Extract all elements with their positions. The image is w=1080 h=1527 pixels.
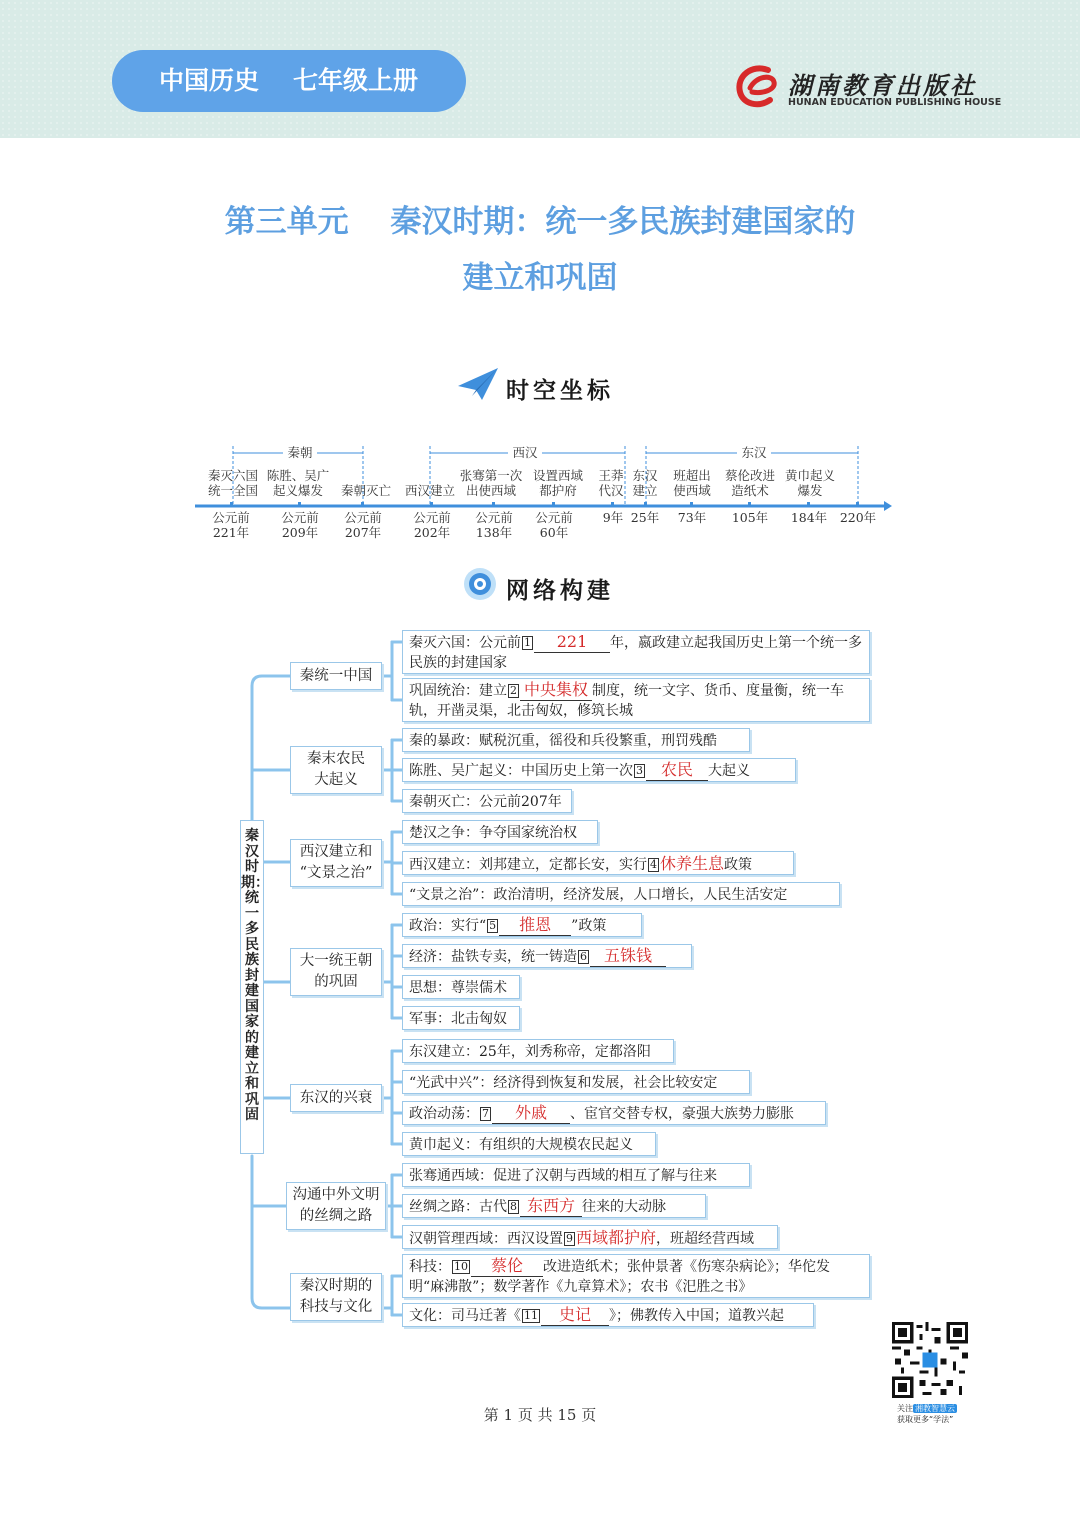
timeline-event: 东汉 建立 bbox=[632, 468, 658, 498]
period-western-han: 西汉 bbox=[512, 445, 538, 460]
category-label: 西汉建立和 “文景之治” bbox=[299, 844, 373, 881]
timeline-event: 设置西域 都护府 bbox=[532, 468, 583, 498]
timeline-date: 9年 bbox=[602, 510, 624, 525]
grade-label: 七年级上册 bbox=[293, 66, 419, 95]
subject-pill bbox=[112, 50, 466, 112]
paper-plane-icon bbox=[456, 366, 500, 402]
leaf-thought: 思想：尊崇儒术 bbox=[402, 975, 520, 999]
leaf-politics: 政治：实行“ 5 推恩 ”政策 bbox=[402, 913, 642, 937]
leaf-wen-jing-rule: “文景之治”：政治清明，经济发展，人口增长，人民生活安定 bbox=[402, 882, 840, 906]
leaf-guangwu-revival: “光武中兴”：经济得到恢复和发展，社会比较安定 bbox=[402, 1070, 750, 1094]
period-qin: 秦朝 bbox=[287, 445, 313, 460]
leaf-political-turmoil: 政治动荡： 7 外戚 、宦官交替专权，豪强大族势力膨胀 bbox=[402, 1101, 826, 1125]
publisher-name-cn: 湖南教育出版社 bbox=[788, 71, 977, 100]
timeline-date: 105年 bbox=[731, 510, 769, 525]
category-label: 秦末农民 大起义 bbox=[307, 751, 365, 788]
timeline-date: 73年 bbox=[677, 510, 707, 525]
timeline-event: 蔡伦改进 造纸术 bbox=[724, 468, 775, 498]
period-eastern-han: 东汉 bbox=[741, 445, 767, 460]
timeline-heading: 时空坐标 bbox=[506, 378, 614, 404]
leaf-economy: 经济：盐铁专卖，统一铸造 6 五铢钱 bbox=[402, 944, 692, 968]
qr-caption-more: 获取更多“学法” bbox=[897, 1415, 954, 1424]
category-label: 东汉的兴衰 bbox=[299, 1089, 373, 1106]
leaf-chen-wu-uprising: 陈胜、吴广起义：中国历史上第一次 3 农民 大起义 bbox=[402, 758, 796, 782]
timeline-event: 秦灭六国 统一全国 bbox=[207, 468, 258, 498]
leaf-qin-tyranny: 秦的暴政：赋税沉重，徭役和兵役繁重，刑罚残酷 bbox=[402, 728, 750, 752]
timeline-date: 公元前 138年 bbox=[475, 510, 513, 540]
mindmap-root: 秦汉时期：统一多民族封建国家的建立和巩固 bbox=[240, 820, 264, 1154]
subject-label: 中国历史 bbox=[159, 66, 260, 95]
category-eastern-han bbox=[290, 1084, 382, 1112]
category-science-culture bbox=[290, 1273, 382, 1321]
timeline-date: 公元前 207年 bbox=[344, 510, 382, 540]
timeline-date: 公元前 60年 bbox=[535, 510, 573, 540]
timeline-event: 西汉建立 bbox=[404, 483, 455, 498]
category-label: 大一统王朝 的巩固 bbox=[299, 953, 373, 990]
leaf-eastern-han-founding: 东汉建立：25年，刘秀称帝，定都洛阳 bbox=[402, 1039, 674, 1063]
category-label: 秦汉时期的 科技与文化 bbox=[299, 1278, 373, 1315]
timeline-date: 25年 bbox=[630, 510, 660, 525]
leaf-silk-road: 丝绸之路：古代 8 东西方 往来的大动脉 bbox=[402, 1194, 706, 1218]
timeline-event: 王莽 代汉 bbox=[598, 468, 624, 498]
category-western-han bbox=[290, 839, 382, 887]
leaf-yellow-turban: 黄巾起义：有组织的大规模农民起义 bbox=[402, 1132, 656, 1156]
timeline-date: 公元前 202年 bbox=[413, 510, 451, 540]
timeline-event: 陈胜、吴广 起义爆发 bbox=[266, 468, 330, 498]
timeline-event: 张骞第一次 出使西域 bbox=[459, 468, 523, 498]
leaf-chu-han-contention: 楚汉之争：争夺国家统治权 bbox=[402, 820, 598, 844]
publisher-logo bbox=[732, 60, 1002, 116]
leaf-military: 军事：北击匈奴 bbox=[402, 1006, 520, 1030]
category-consolidation bbox=[290, 948, 382, 996]
leaf-consolidate-rule: 巩固统治：建立 2 中央集权 制度，统一文字、货币、度量衡，统一车轨，开凿灵渠，北击匈奴，修筑长城 bbox=[402, 678, 870, 722]
leaf-qin-conquest: 秦灭六国：公元前 1 221 年，嬴政建立起我国历史上第一个统一多民族的封建国家 bbox=[402, 630, 870, 674]
page-footer: 第 1 页 共 15 页 bbox=[483, 1406, 597, 1424]
network-heading: 网络构建 bbox=[506, 578, 614, 604]
qr-caption-follow: 关注 湘教智慧云 bbox=[897, 1404, 955, 1413]
leaf-western-han-founding: 西汉建立：刘邦建立，定都长安，实行 4 休养生息政策 bbox=[402, 851, 794, 875]
leaf-western-regions-admin: 汉朝管理西域：西汉设置 9 西域都护府，班超经营西域 bbox=[402, 1225, 778, 1249]
category-qin-unification bbox=[290, 662, 382, 690]
leaf-qin-fall: 秦朝灭亡：公元前207年 bbox=[402, 789, 572, 813]
qr-code-icon bbox=[892, 1322, 968, 1398]
timeline-date: 公元前 221年 bbox=[212, 510, 250, 540]
publisher-emblem-icon bbox=[732, 62, 782, 112]
unit-title-line2: 建立和巩固 bbox=[462, 260, 618, 296]
category-label: 沟通中外文明 的丝绸之路 bbox=[292, 1187, 380, 1224]
timeline-event: 黄巾起义 爆发 bbox=[784, 468, 835, 498]
timeline-date: 184年 bbox=[790, 510, 828, 525]
leaf-science: 科技： 10 蔡伦 改进造纸术；张仲景著《伤寒杂病论》；华佗发明“麻沸散”；数学著作《九章算术》；农书《汜胜之书》 bbox=[402, 1254, 870, 1298]
unit-title-line1: 第三单元 秦汉时期：统一多民族封建国家的 bbox=[224, 204, 856, 240]
leaf-culture: 文化：司马迁著《 11 史记 》；佛教传入中国；道教兴起 bbox=[402, 1303, 814, 1327]
leaf-zhang-qian: 张骞通西域：促进了汉朝与西域的相互了解与往来 bbox=[402, 1163, 750, 1187]
publisher-name-en: HUNAN EDUCATION PUBLISHING HOUSE bbox=[788, 97, 1002, 108]
category-peasant-uprising bbox=[290, 746, 382, 794]
category-label: 秦统一中国 bbox=[299, 667, 373, 684]
timeline-event: 班超出 使西域 bbox=[673, 468, 711, 498]
category-silk-road bbox=[286, 1182, 386, 1230]
timeline-event: 秦朝灭亡 bbox=[340, 483, 391, 498]
timeline-date: 220年 bbox=[839, 510, 877, 525]
timeline-date: 公元前 209年 bbox=[281, 510, 319, 540]
target-icon bbox=[462, 566, 498, 602]
